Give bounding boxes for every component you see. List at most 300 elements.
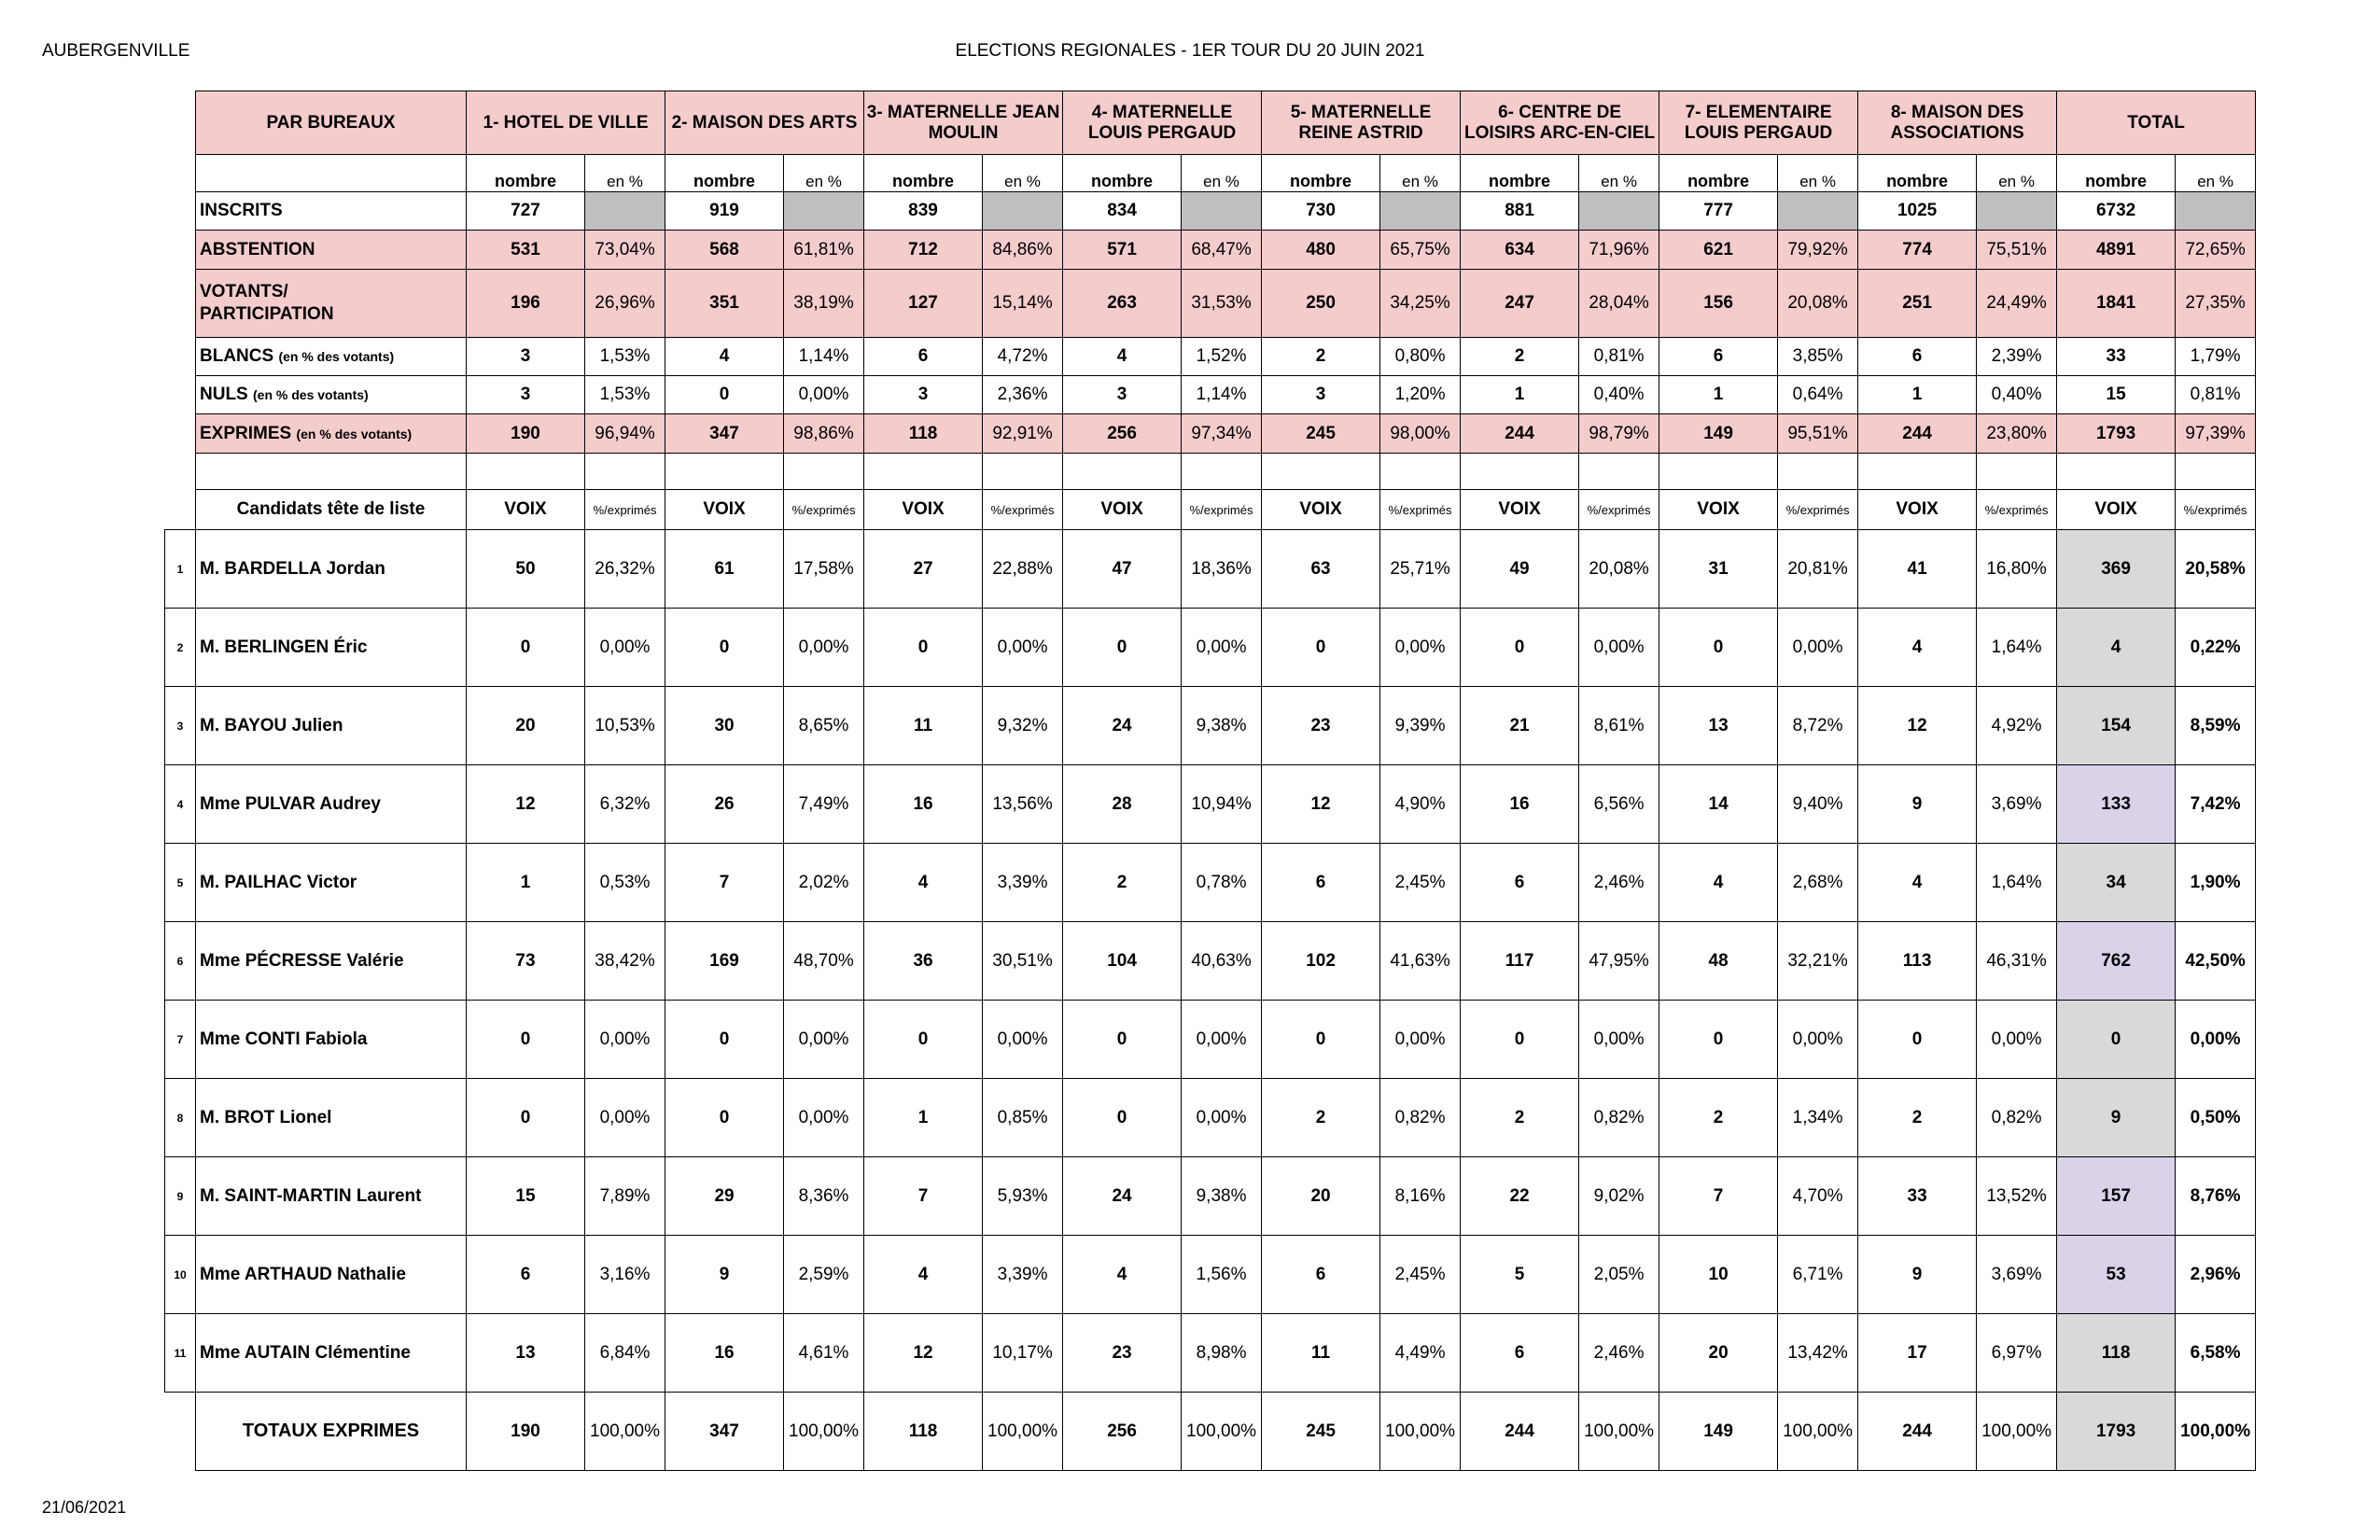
candidate-row <box>165 922 2256 1001</box>
candidate-percent: 5,93% <box>983 1157 1063 1236</box>
stat-value: 256 <box>1063 414 1182 454</box>
candidate-number: 9 <box>165 1157 196 1236</box>
empty-cell <box>1977 454 2057 490</box>
stat-percent: 1,53% <box>585 338 665 376</box>
candidate-number: 3 <box>165 687 196 765</box>
candidate-percent: 2,96% <box>2176 1236 2256 1314</box>
candidate-votes: 24 <box>1063 687 1182 765</box>
candidate-votes: 118 <box>2057 1314 2176 1393</box>
candidate-row <box>165 1001 2256 1079</box>
spacer-cell <box>165 376 196 414</box>
bureau-header: 4- MATERNELLE LOUIS PERGAUD <box>1063 91 1262 155</box>
candidate-votes: 29 <box>665 1157 784 1236</box>
stat-value: 834 <box>1063 192 1182 231</box>
stat-value: 730 <box>1262 192 1380 231</box>
candidate-votes: 6 <box>467 1236 585 1314</box>
stat-value: 774 <box>1858 231 1977 270</box>
subheader-nombre: nombre <box>864 155 983 192</box>
candidate-percent: 0,00% <box>983 1001 1063 1079</box>
candidate-votes: 12 <box>1262 765 1380 844</box>
candidate-percent: 20,81% <box>1778 530 1858 609</box>
bureau-header: TOTAL <box>2057 91 2256 155</box>
stat-label-text: INSCRITS <box>200 201 283 220</box>
candidate-votes: 9 <box>1858 765 1977 844</box>
stat-percent: 0,00% <box>784 376 864 414</box>
candidate-votes: 0 <box>1262 1001 1380 1079</box>
candidate-percent: 25,71% <box>1380 530 1461 609</box>
candidate-row <box>165 765 2256 844</box>
voix-header: VOIX <box>1659 490 1778 530</box>
stat-value: 727 <box>467 192 585 231</box>
candidate-votes: 4 <box>1063 1236 1182 1314</box>
voix-header: VOIX <box>665 490 784 530</box>
candidate-percent: 47,95% <box>1579 922 1659 1001</box>
total-votes: 347 <box>665 1393 784 1471</box>
candidate-name: Mme ARTHAUD Nathalie <box>196 1236 467 1314</box>
candidate-percent: 22,88% <box>983 530 1063 609</box>
candidate-votes: 102 <box>1262 922 1380 1001</box>
candidate-percent: 4,90% <box>1380 765 1461 844</box>
candidate-votes: 4 <box>864 844 983 922</box>
candidate-name: M. BARDELLA Jordan <box>196 530 467 609</box>
stat-percent: 96,94% <box>585 414 665 454</box>
stat-percent: 98,79% <box>1579 414 1659 454</box>
pct-exprimes-header: %/exprimés <box>1182 490 1262 530</box>
candidate-percent: 6,71% <box>1778 1236 1858 1314</box>
candidate-percent: 38,42% <box>585 922 665 1001</box>
candidate-percent: 6,32% <box>585 765 665 844</box>
candidate-votes: 20 <box>467 687 585 765</box>
empty-cell <box>1778 454 1858 490</box>
subheader-nombre: nombre <box>2057 155 2176 192</box>
stat-row <box>165 338 2256 376</box>
candidate-votes: 0 <box>2057 1001 2176 1079</box>
pct-exprimes-header: %/exprimés <box>1380 490 1461 530</box>
stat-value: 531 <box>467 231 585 270</box>
candidate-percent: 10,17% <box>983 1314 1063 1393</box>
candidate-percent: 4,49% <box>1380 1314 1461 1393</box>
candidate-percent: 0,00% <box>1380 609 1461 687</box>
candidate-percent: 9,40% <box>1778 765 1858 844</box>
stat-percent: 1,53% <box>585 376 665 414</box>
stat-percent: 1,14% <box>784 338 864 376</box>
candidate-name: M. PAILHAC Victor <box>196 844 467 922</box>
stat-percent: 27,35% <box>2176 270 2256 338</box>
candidate-percent: 13,42% <box>1778 1314 1858 1393</box>
stat-value: 6 <box>1659 338 1778 376</box>
candidate-percent: 8,59% <box>2176 687 2256 765</box>
candidate-percent: 0,00% <box>1579 609 1659 687</box>
candidate-percent: 7,42% <box>2176 765 2256 844</box>
bureau-header: 1- HOTEL DE VILLE <box>467 91 665 155</box>
candidate-percent: 9,39% <box>1380 687 1461 765</box>
candidate-percent: 0,00% <box>784 1001 864 1079</box>
candidate-votes: 50 <box>467 530 585 609</box>
stat-value: 347 <box>665 414 784 454</box>
stat-percent: 75,51% <box>1977 231 2057 270</box>
spacer-cell <box>165 192 196 231</box>
stat-percent: 34,25% <box>1380 270 1461 338</box>
pct-exprimes-header: %/exprimés <box>983 490 1063 530</box>
stat-percent: 61,81% <box>784 231 864 270</box>
empty-cell <box>864 454 983 490</box>
voix-header: VOIX <box>1262 490 1380 530</box>
stat-value: 6732 <box>2057 192 2176 231</box>
stat-value: 480 <box>1262 231 1380 270</box>
candidate-votes: 0 <box>1063 1001 1182 1079</box>
total-percent: 100,00% <box>1579 1393 1659 1471</box>
candidate-votes: 0 <box>665 609 784 687</box>
spacer-cell <box>165 338 196 376</box>
candidate-number: 1 <box>165 530 196 609</box>
stat-value: 777 <box>1659 192 1778 231</box>
bureau-header: 8- MAISON DES ASSOCIATIONS <box>1858 91 2057 155</box>
bureau-header: 2- MAISON DES ARTS <box>665 91 864 155</box>
stat-row <box>165 231 2256 270</box>
candidate-percent: 0,00% <box>1182 1001 1262 1079</box>
stat-percent: 2,36% <box>983 376 1063 414</box>
total-percent: 100,00% <box>585 1393 665 1471</box>
stat-label <box>196 270 467 338</box>
candidate-votes: 63 <box>1262 530 1380 609</box>
candidate-percent: 9,38% <box>1182 687 1262 765</box>
candidate-percent: 0,00% <box>784 609 864 687</box>
candidate-votes: 10 <box>1659 1236 1778 1314</box>
candidate-percent: 2,59% <box>784 1236 864 1314</box>
candidate-votes: 4 <box>2057 609 2176 687</box>
pct-exprimes-header: %/exprimés <box>2176 490 2256 530</box>
stat-percent: 84,86% <box>983 231 1063 270</box>
total-percent: 100,00% <box>983 1393 1063 1471</box>
candidate-votes: 15 <box>467 1157 585 1236</box>
stat-row <box>165 376 2256 414</box>
subheader-pct: en % <box>1778 155 1858 192</box>
bureau-header: 3- MATERNELLE JEAN MOULIN <box>864 91 1063 155</box>
stat-percent: 92,91% <box>983 414 1063 454</box>
candidate-votes: 6 <box>1262 1236 1380 1314</box>
candidate-votes: 53 <box>2057 1236 2176 1314</box>
stat-label <box>196 414 467 454</box>
subheader-nombre: nombre <box>665 155 784 192</box>
candidate-percent: 3,69% <box>1977 1236 2057 1314</box>
candidate-name: M. SAINT-MARTIN Laurent <box>196 1157 467 1236</box>
stat-note: (en % des votants) <box>296 426 413 441</box>
candidate-percent: 0,00% <box>1778 609 1858 687</box>
candidate-percent: 6,84% <box>585 1314 665 1393</box>
town-name: AUBERGENVILLE <box>42 41 190 61</box>
total-percent: 100,00% <box>1778 1393 1858 1471</box>
candidate-percent: 3,39% <box>983 844 1063 922</box>
candidate-percent: 10,94% <box>1182 765 1262 844</box>
empty-cell <box>1858 454 1977 490</box>
stat-value: 250 <box>1262 270 1380 338</box>
candidate-name: Mme PULVAR Audrey <box>196 765 467 844</box>
candidate-percent: 0,82% <box>1977 1079 2057 1157</box>
candidate-votes: 0 <box>467 1001 585 1079</box>
candidate-votes: 20 <box>1659 1314 1778 1393</box>
blank-row <box>165 454 2256 490</box>
stat-value: 571 <box>1063 231 1182 270</box>
spacer-cell <box>165 490 196 530</box>
candidate-name: Mme AUTAIN Clémentine <box>196 1314 467 1393</box>
stat-value: 839 <box>864 192 983 231</box>
candidate-votes: 73 <box>467 922 585 1001</box>
candidate-votes: 0 <box>1659 609 1778 687</box>
stat-value: 712 <box>864 231 983 270</box>
candidate-votes: 369 <box>2057 530 2176 609</box>
candidate-percent: 1,64% <box>1977 609 2057 687</box>
empty-cell <box>1182 454 1262 490</box>
empty-cell <box>2057 454 2176 490</box>
candidate-percent: 0,00% <box>1977 1001 2057 1079</box>
stat-row <box>165 192 2256 231</box>
candidate-votes: 11 <box>1262 1314 1380 1393</box>
candidate-votes: 9 <box>665 1236 784 1314</box>
candidate-votes: 17 <box>1858 1314 1977 1393</box>
stat-percent: 1,20% <box>1380 376 1461 414</box>
candidate-percent: 2,46% <box>1579 1314 1659 1393</box>
candidate-percent: 10,53% <box>585 687 665 765</box>
empty-cell <box>983 454 1063 490</box>
stat-label <box>196 338 467 376</box>
candidate-votes: 6 <box>1262 844 1380 922</box>
candidate-votes: 31 <box>1659 530 1778 609</box>
candidate-name: M. BERLINGEN Éric <box>196 609 467 687</box>
candidate-percent: 2,45% <box>1380 844 1461 922</box>
bureau-header: 6- CENTRE DE LOISIRS ARC-EN-CIEL <box>1461 91 1659 155</box>
candidate-row <box>165 609 2256 687</box>
stat-percent: 24,49% <box>1977 270 2057 338</box>
total-percent: 100,00% <box>1380 1393 1461 1471</box>
stat-percent: 79,92% <box>1778 231 1858 270</box>
total-percent: 100,00% <box>2176 1393 2256 1471</box>
candidate-percent: 2,46% <box>1579 844 1659 922</box>
candidate-votes: 24 <box>1063 1157 1182 1236</box>
pct-exprimes-header: %/exprimés <box>1977 490 2057 530</box>
stat-percent: 23,80% <box>1977 414 2057 454</box>
pct-exprimes-header: %/exprimés <box>585 490 665 530</box>
total-votes: 244 <box>1461 1393 1579 1471</box>
subheader-nombre: nombre <box>1262 155 1380 192</box>
stat-value: 245 <box>1262 414 1380 454</box>
candidate-percent: 1,90% <box>2176 844 2256 922</box>
stat-percent: 1,79% <box>2176 338 2256 376</box>
stat-percent: 95,51% <box>1778 414 1858 454</box>
stat-value: 3 <box>467 338 585 376</box>
candidates-header-label: Candidats tête de liste <box>196 490 467 530</box>
stat-percent <box>1380 192 1461 231</box>
stat-value: 149 <box>1659 414 1778 454</box>
candidate-votes: 6 <box>1461 1314 1579 1393</box>
stat-percent: 0,64% <box>1778 376 1858 414</box>
candidate-percent: 0,00% <box>1182 609 1262 687</box>
candidate-percent: 9,02% <box>1579 1157 1659 1236</box>
candidate-votes: 154 <box>2057 687 2176 765</box>
candidate-votes: 104 <box>1063 922 1182 1001</box>
candidate-votes: 0 <box>1461 609 1579 687</box>
stat-value: 1841 <box>2057 270 2176 338</box>
empty-cell <box>1659 454 1778 490</box>
voix-header: VOIX <box>1858 490 1977 530</box>
stat-value: 568 <box>665 231 784 270</box>
stat-percent <box>1182 192 1262 231</box>
candidate-votes: 21 <box>1461 687 1579 765</box>
candidate-votes: 23 <box>1063 1314 1182 1393</box>
stat-percent <box>2176 192 2256 231</box>
candidate-percent: 16,80% <box>1977 530 2057 609</box>
stat-value: 2 <box>1461 338 1579 376</box>
candidate-votes: 0 <box>665 1001 784 1079</box>
candidate-percent: 41,63% <box>1380 922 1461 1001</box>
stat-label <box>196 192 467 231</box>
candidate-number: 4 <box>165 765 196 844</box>
candidate-percent: 32,21% <box>1778 922 1858 1001</box>
stat-value: 6 <box>864 338 983 376</box>
candidate-row <box>165 1079 2256 1157</box>
candidate-votes: 36 <box>864 922 983 1001</box>
spacer-cell <box>165 414 196 454</box>
stat-percent: 0,81% <box>1579 338 1659 376</box>
candidate-percent: 13,52% <box>1977 1157 2057 1236</box>
stat-label <box>196 231 467 270</box>
candidate-percent: 8,36% <box>784 1157 864 1236</box>
stat-value: 3 <box>467 376 585 414</box>
candidate-votes: 0 <box>467 609 585 687</box>
candidate-percent: 0,00% <box>1579 1001 1659 1079</box>
candidate-votes: 48 <box>1659 922 1778 1001</box>
spacer-cell <box>165 454 196 490</box>
candidate-name: M. BROT Lionel <box>196 1079 467 1157</box>
candidate-votes: 14 <box>1659 765 1778 844</box>
candidate-percent: 0,00% <box>784 1079 864 1157</box>
candidate-percent: 8,72% <box>1778 687 1858 765</box>
candidate-percent: 4,92% <box>1977 687 2057 765</box>
voix-header: VOIX <box>1063 490 1182 530</box>
header-row <box>165 91 2256 155</box>
stat-value: 15 <box>2057 376 2176 414</box>
stat-value: 244 <box>1461 414 1579 454</box>
candidate-percent: 8,65% <box>784 687 864 765</box>
stat-percent <box>1977 192 2057 231</box>
empty-cell <box>585 454 665 490</box>
candidate-votes: 33 <box>1858 1157 1977 1236</box>
total-votes: 245 <box>1262 1393 1380 1471</box>
subheader-pct: en % <box>1182 155 1262 192</box>
candidate-percent: 0,00% <box>1182 1079 1262 1157</box>
candidate-percent: 0,82% <box>1579 1079 1659 1157</box>
candidate-votes: 34 <box>2057 844 2176 922</box>
stat-percent: 28,04% <box>1579 270 1659 338</box>
candidate-percent: 4,61% <box>784 1314 864 1393</box>
candidate-percent: 18,36% <box>1182 530 1262 609</box>
stat-note: (en % des votants) <box>253 387 369 402</box>
candidate-percent: 42,50% <box>2176 922 2256 1001</box>
candidate-number: 6 <box>165 922 196 1001</box>
subheader-pct: en % <box>2176 155 2256 192</box>
stat-percent: 38,19% <box>784 270 864 338</box>
candidate-percent: 0,00% <box>1778 1001 1858 1079</box>
candidate-votes: 0 <box>1858 1001 1977 1079</box>
candidate-votes: 169 <box>665 922 784 1001</box>
candidate-percent: 0,82% <box>1380 1079 1461 1157</box>
subheader-nombre: nombre <box>1461 155 1579 192</box>
candidate-votes: 0 <box>1461 1001 1579 1079</box>
candidate-percent: 0,00% <box>585 1001 665 1079</box>
pct-exprimes-header: %/exprimés <box>784 490 864 530</box>
candidate-percent: 30,51% <box>983 922 1063 1001</box>
candidate-percent: 2,45% <box>1380 1236 1461 1314</box>
stat-value: 190 <box>467 414 585 454</box>
subheader-pct: en % <box>585 155 665 192</box>
candidate-percent: 0,50% <box>2176 1079 2256 1157</box>
candidate-votes: 117 <box>1461 922 1579 1001</box>
candidate-votes: 4 <box>1858 609 1977 687</box>
candidate-percent: 0,22% <box>2176 609 2256 687</box>
stat-value: 1 <box>1659 376 1778 414</box>
subheader-pct: en % <box>1977 155 2057 192</box>
total-votes: 256 <box>1063 1393 1182 1471</box>
candidate-votes: 2 <box>1262 1079 1380 1157</box>
stat-percent: 3,85% <box>1778 338 1858 376</box>
candidate-votes: 13 <box>1659 687 1778 765</box>
candidate-votes: 9 <box>2057 1079 2176 1157</box>
candidate-votes: 49 <box>1461 530 1579 609</box>
candidate-votes: 4 <box>1659 844 1778 922</box>
stat-percent: 0,40% <box>1977 376 2057 414</box>
candidate-votes: 0 <box>467 1079 585 1157</box>
candidate-percent: 3,16% <box>585 1236 665 1314</box>
stat-value: 351 <box>665 270 784 338</box>
stat-percent: 97,39% <box>2176 414 2256 454</box>
stat-value: 6 <box>1858 338 1977 376</box>
stat-percent: 65,75% <box>1380 231 1461 270</box>
bureau-header: 5- MATERNELLE REINE ASTRID <box>1262 91 1461 155</box>
empty-cell <box>196 454 467 490</box>
candidate-number: 10 <box>165 1236 196 1314</box>
spacer-cell <box>165 1393 196 1471</box>
candidate-percent: 20,08% <box>1579 530 1659 609</box>
stat-value: 3 <box>864 376 983 414</box>
candidate-votes: 7 <box>1659 1157 1778 1236</box>
candidate-percent: 13,56% <box>983 765 1063 844</box>
stat-note: (en % des votants) <box>278 349 395 364</box>
candidate-row <box>165 1157 2256 1236</box>
candidate-number: 11 <box>165 1314 196 1393</box>
stat-percent: 20,08% <box>1778 270 1858 338</box>
candidate-votes: 26 <box>665 765 784 844</box>
candidate-percent: 0,00% <box>1380 1001 1461 1079</box>
stat-value: 118 <box>864 414 983 454</box>
candidate-votes: 1 <box>864 1079 983 1157</box>
candidate-number: 5 <box>165 844 196 922</box>
candidate-votes: 4 <box>864 1236 983 1314</box>
candidates-header-row <box>165 490 2256 530</box>
candidate-percent: 2,02% <box>784 844 864 922</box>
subheader-nombre: nombre <box>467 155 585 192</box>
candidate-votes: 28 <box>1063 765 1182 844</box>
stat-label <box>196 376 467 414</box>
stat-percent: 4,72% <box>983 338 1063 376</box>
total-votes: 118 <box>864 1393 983 1471</box>
empty-cell <box>665 454 784 490</box>
candidate-percent: 9,38% <box>1182 1157 1262 1236</box>
subheader-pct: en % <box>983 155 1063 192</box>
voix-header: VOIX <box>2057 490 2176 530</box>
candidate-votes: 12 <box>864 1314 983 1393</box>
spacer-cell <box>165 91 196 155</box>
stat-percent <box>1778 192 1858 231</box>
stat-percent <box>1579 192 1659 231</box>
